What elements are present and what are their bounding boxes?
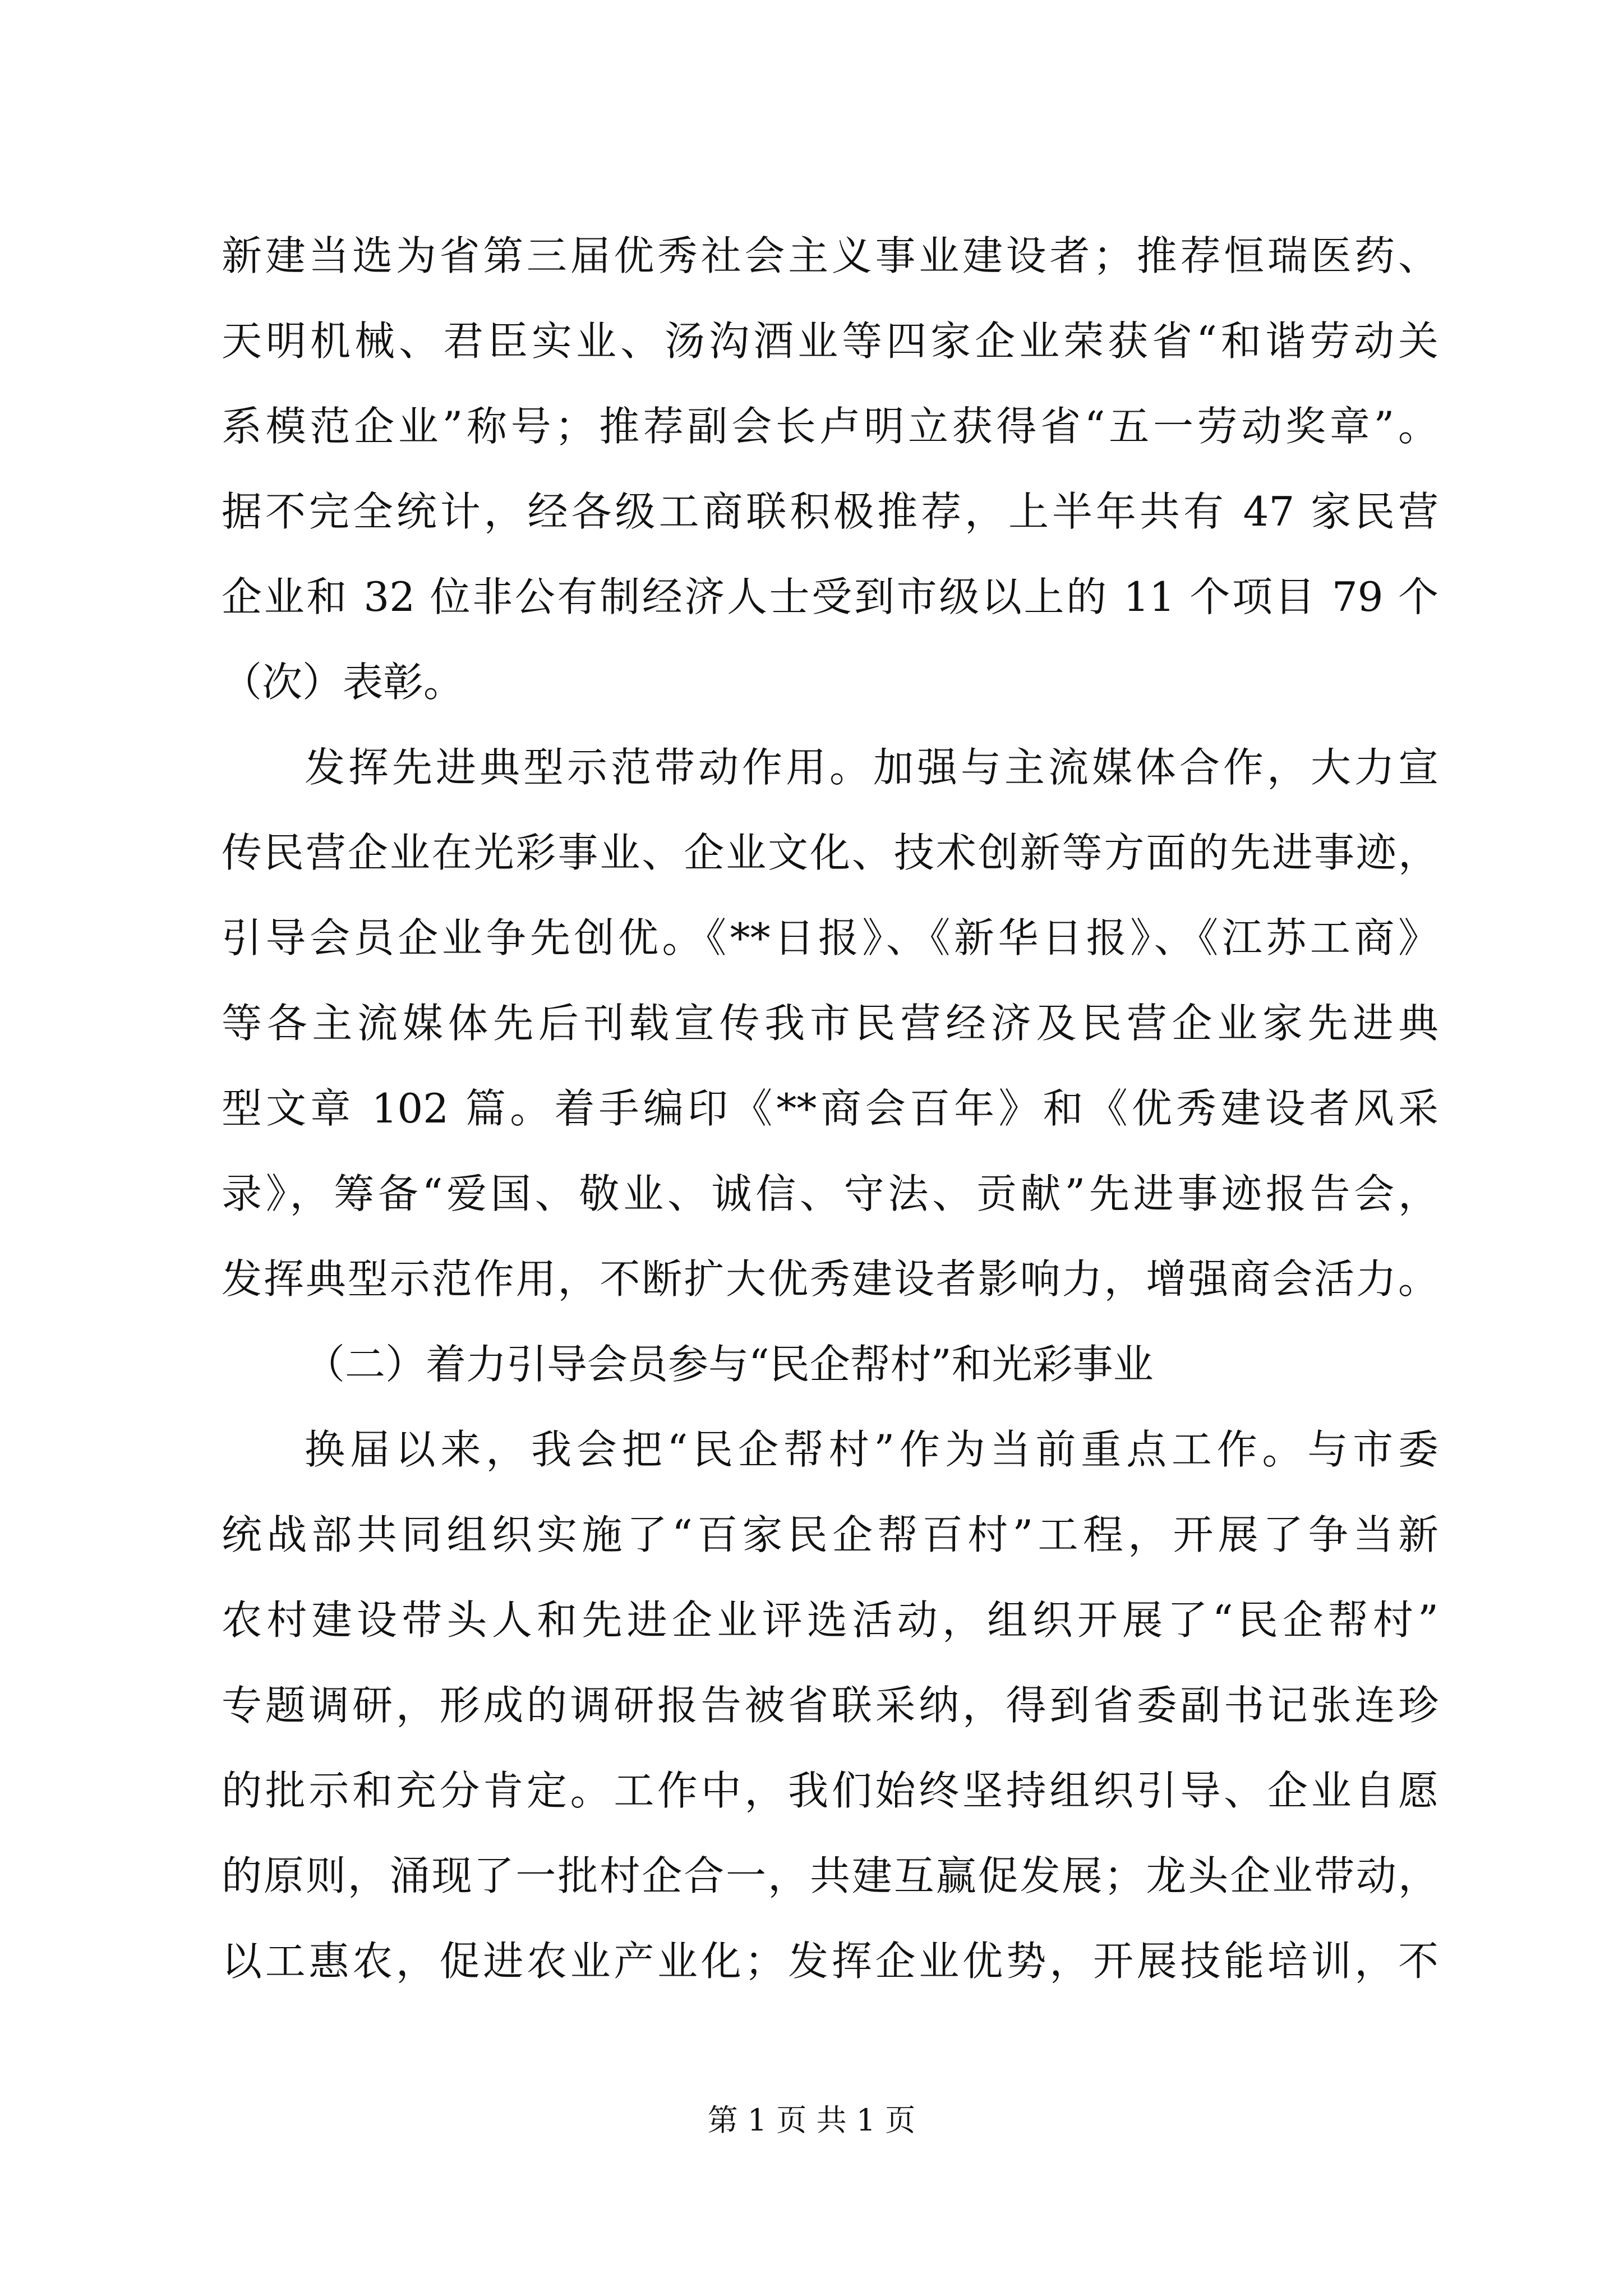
text-line: （二）着力引导会员参与“民企帮村”和光彩事业 [305, 1341, 1154, 1388]
text-line: 统战部共同组织实施了“百家民企帮百村”工程，开展了争当新 [222, 1511, 1438, 1558]
text-line: 发挥先进典型示范带动作用。加强与主流媒体合作，大力宣 [305, 744, 1438, 791]
text-line: 发挥典型示范作用，不断扩大优秀建设者影响力，增强商会活力。 [222, 1255, 1438, 1303]
text-line: 系模范企业”称号；推荐副会长卢明立获得省“五一劳动奖章”。 [222, 403, 1438, 450]
text-line: 专题调研，形成的调研报告被省联采纳，得到省委副书记张连珍 [222, 1682, 1438, 1729]
text-line: 天明机械、君臣实业、汤沟酒业等四家企业荣获省“和谐劳动关 [222, 318, 1438, 365]
text-line: 的原则，涌现了一批村企合一，共建互赢促发展；龙头企业带动， [222, 1852, 1438, 1899]
text-line: 录》，筹备“爱国、敬业、诚信、守法、贡献”先进事迹报告会， [222, 1170, 1438, 1217]
text-line: 据不完全统计，经各级工商联积极推荐，上半年共有 47 家民营 [222, 488, 1438, 535]
text-line: 型文章 102 篇。着手编印《**商会百年》和《优秀建设者风采 [222, 1085, 1438, 1132]
text-line: 以工惠农，促进农业产业化；发挥企业优势，开展技能培训，不 [222, 1938, 1438, 1985]
text-line: 等各主流媒体先后刊载宣传我市民营经济及民营企业家先进典 [222, 1000, 1438, 1047]
text-line: 农村建设带头人和先进企业评选活动，组织开展了“民企帮村” [222, 1596, 1438, 1644]
page-footer: 第 1 页 共 1 页 [707, 2102, 916, 2138]
text-line: 企业和 32 位非公有制经济人士受到市级以上的 11 个项目 79 个 [222, 573, 1438, 620]
text-line: 引导会员企业争先创优。《**日报》、《新华日报》、《江苏工商》 [222, 914, 1438, 961]
text-line: 的批示和充分肯定。工作中，我们始终坚持组织引导、企业自愿 [222, 1767, 1438, 1814]
text-line: （次）表彰。 [222, 659, 464, 706]
text-line: 新建当选为省第三届优秀社会主义事业建设者；推荐恒瑞医药、 [222, 232, 1438, 279]
text-line: 传民营企业在光彩事业、企业文化、技术创新等方面的先进事迹， [222, 829, 1438, 876]
text-line: 换届以来，我会把“民企帮村”作为当前重点工作。与市委 [305, 1426, 1438, 1473]
body-text [222, 213, 1438, 2004]
